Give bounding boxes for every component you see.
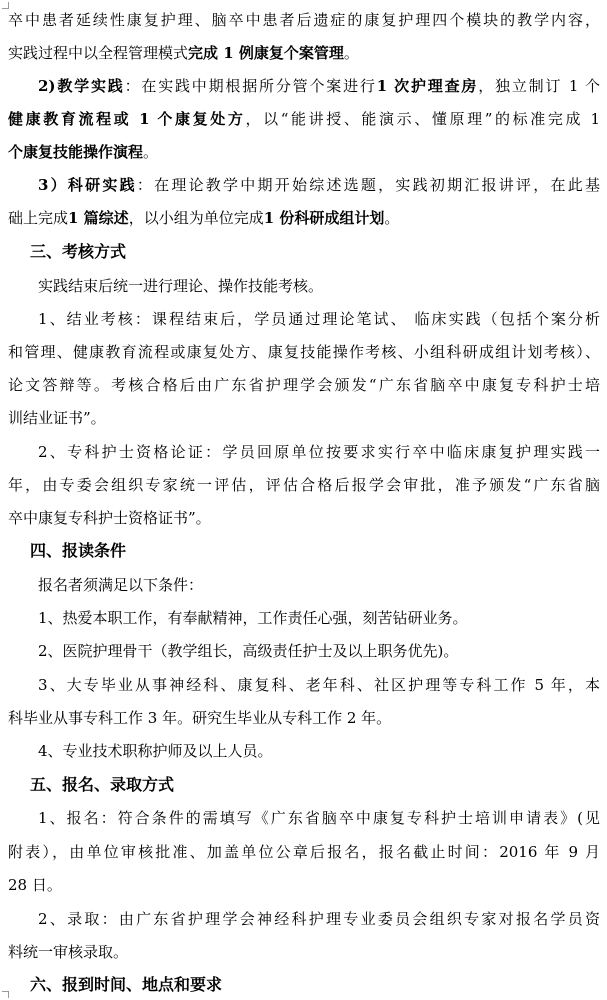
paragraph-line: 2、录取：由广东省护理学会神经科护理专业委员会组织专家对报名学员资 — [38, 910, 600, 928]
section-heading: 五、报名、录取方式 — [30, 775, 175, 794]
paragraph-line: 1、结业考核：课程结束后，学员通过理论笔试、 临床实践（包括个案分析 — [38, 310, 600, 328]
paragraph-line: 个康复技能操作演程。 — [8, 143, 159, 161]
paragraph-line: 报名者须满足以下条件： — [38, 576, 204, 594]
section-heading: 六、报到时间、地点和要求 — [30, 975, 223, 994]
paragraph-line: 科毕业从事专科工作 3 年。研究生毕业从专科工作 2 年。 — [8, 709, 392, 727]
paragraph-line: 卒中患者延续性康复护理、脑卒中患者后遗症的康复护理四个模块的教学内容， — [8, 11, 600, 29]
paragraph-line: 实践过程中以全程管理模式完成 1 例康复个案管理。 — [8, 44, 359, 62]
section-heading: 四、报读条件 — [30, 541, 127, 560]
paragraph-line: 1、报名：符合条件的需填写《广东省脑卒中康复专科护士培训申请表》(见 — [38, 809, 600, 827]
section-heading: 三、考核方式 — [30, 242, 127, 261]
paragraph-line: 1、热爱本职工作，有奉献精神，工作责任心强，刻苦钻研业务。 — [38, 609, 468, 627]
paragraph-line: 和管理、健康教育流程或康复处方、康复技能操作考核、小组科研成组计划考核）、 — [8, 343, 600, 361]
paragraph-line: 论文答辩等。考核合格后由广东省护理学会颁发“广东省脑卒中康复专科护士培 — [8, 376, 600, 394]
paragraph-line: 3）科研实践：在理论教学中期开始综述选题，实践初期汇报讲评，在此基 — [38, 176, 600, 194]
page-corner-mark — [2, 2, 9, 9]
paragraph-line: 28 日。 — [8, 876, 62, 894]
paragraph-line: 4、专业技术职称护师及以上人员。 — [38, 742, 273, 760]
paragraph-line: 年，由专委会组织专家统一评估，评估合格后报学会审批，准予颁发“广东省脑 — [8, 476, 600, 494]
paragraph-line: 卒中康复专科护士资格证书”。 — [8, 509, 211, 527]
paragraph-line: 2)教学实践：在实践中期根据所分管个案进行1 次护理查房，独立制订 1 个 — [38, 77, 600, 95]
paragraph-line: 2、专科护士资格论证：学员回原单位按要求实行卒中临床康复护理实践一 — [38, 443, 600, 461]
paragraph-line: 3、大专毕业从事神经科、康复科、老年科、社区护理等专科工作 5 年，本 — [38, 676, 600, 694]
paragraph-line: 实践结束后统一进行理论、操作技能考核。 — [38, 277, 324, 295]
paragraph-line: 料统一审核录取。 — [8, 943, 129, 961]
paragraph-line: 附表），由单位审核批准、加盖单位公章后报名，报名截止时间：2016 年 9 月 — [8, 843, 600, 861]
page-corner-mark — [2, 991, 9, 998]
paragraph-line: 础上完成1 篇综述，以小组为单位完成1 份科研成组计划。 — [8, 209, 400, 227]
paragraph-line: 2、医院护理骨干（教学组长，高级责任护士及以上职务优先)。 — [38, 642, 459, 660]
paragraph-line: 健康教育流程或 1 个康复处方，以“能讲授、能演示、懂原理”的标准完成 1 — [8, 110, 600, 128]
paragraph-line: 训结业证书”。 — [8, 409, 106, 427]
